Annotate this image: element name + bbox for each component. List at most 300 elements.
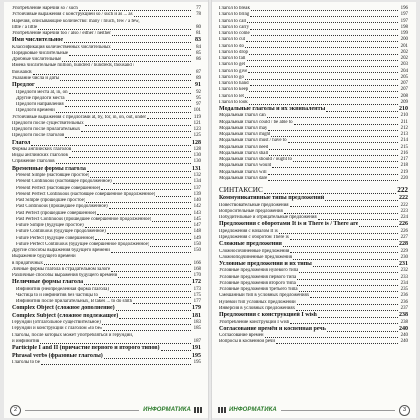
toc-entry-page: 235 <box>400 287 408 293</box>
toc-entry-title: Модальный глагол must / have to <box>219 138 287 144</box>
toc-entry-title: Сложноподчинённые предложения <box>219 254 293 260</box>
toc-leader-dots <box>293 259 398 260</box>
toc-entry-page: 121 <box>193 120 201 126</box>
toc-leader-dots <box>56 112 191 113</box>
toc-entry-title: Глаголы to be <box>12 360 40 366</box>
toc-leader-dots <box>111 252 191 253</box>
toc-leader-dots <box>299 272 398 273</box>
toc-entry-page: 212 <box>400 125 408 131</box>
decorative-bars-icon <box>218 407 226 413</box>
toc-page-left <box>4 2 208 418</box>
toc-entry-title: Неличные формы глагола <box>12 279 84 286</box>
toc-entry <box>219 312 408 319</box>
toc-entry-title: Модальный глагол would <box>219 163 272 169</box>
toc-entry-title: Present Continuous (настоящее продолженное) <box>16 179 112 185</box>
toc-entry-page: 203 <box>400 62 408 68</box>
toc-entry-page: 123 <box>193 127 201 133</box>
toc-leader-dots <box>248 72 398 73</box>
toc-leader-dots <box>65 137 191 138</box>
toc-page-right <box>212 2 416 418</box>
toc-leader-dots <box>294 124 398 125</box>
toc-leader-dots <box>246 66 398 67</box>
toc-leader-dots <box>251 35 398 36</box>
toc-entry-page: 91 <box>195 82 201 89</box>
toc-entry-page: 81 <box>196 31 201 36</box>
toc-leader-dots <box>72 151 191 152</box>
toc-entry-page: 119 <box>193 114 201 120</box>
toc-entry-page: 210 <box>400 113 408 119</box>
toc-leader-dots <box>65 106 191 107</box>
toc-entry-title: Формы английских глаголов <box>12 146 72 152</box>
toc-entry-page: 145 <box>193 216 201 222</box>
toc-leader-dots <box>269 149 398 150</box>
toc-entry-page: 89 <box>196 75 201 81</box>
toc-entry-title: Побудительные и отрицательные предложения <box>219 215 317 221</box>
toc-entry-page: 150 <box>193 241 201 247</box>
toc-entry-page: 233 <box>400 274 408 280</box>
toc-entry-title: Другие предлоги места <box>16 95 65 101</box>
toc-entry-page: 232 <box>400 268 408 274</box>
toc-entry-page: 130 <box>193 153 201 159</box>
toc-entry-title: Классификация количественных числительных <box>12 44 111 50</box>
toc-entry-page: 142 <box>193 204 201 210</box>
toc-leader-dots <box>62 61 191 62</box>
toc-leader-dots <box>318 317 398 318</box>
toc-leader-dots <box>249 54 398 55</box>
toc-leader-dots <box>56 163 191 164</box>
toc-entry-title: Глагол to give <box>219 68 248 74</box>
page-footer-right <box>212 404 416 416</box>
toc-entry-title: Порядковые числительные <box>12 50 69 56</box>
toc-entry-title: Модальный глагол should / ought to <box>219 157 292 163</box>
toc-entry-title: Глаголы, после которых может употребляться и герундий, <box>12 332 134 338</box>
toc-entry-title: Предложения с конструкцией I wish <box>219 312 317 319</box>
toc-entry-page: 201 <box>400 43 408 49</box>
toc-leader-dots <box>293 161 398 162</box>
toc-entry-title: Модальный глагол dare <box>219 175 268 181</box>
toc-leader-dots <box>268 174 398 175</box>
toc-entry-page: 238 <box>399 312 408 319</box>
toc-entry-page: 214 <box>400 138 408 144</box>
toc-entry-page: 215 <box>400 144 408 150</box>
toc-entry-title: Инверсия в условных предложениях <box>219 305 296 311</box>
toc-leader-dots <box>99 297 191 298</box>
toc-entry-title: Глагол to get <box>219 62 245 68</box>
toc-leader-dots <box>44 264 191 265</box>
toc-entry-page: 207 <box>400 87 408 93</box>
toc-leader-dots <box>359 226 398 227</box>
toc-entry-title: Условные предложения нулевого типа <box>219 268 299 274</box>
toc-entry-title: Условные предложения третьего типа <box>219 287 298 293</box>
toc-entry-title: Предложения с оборотом There is <box>219 234 289 240</box>
toc-leader-dots <box>268 130 398 131</box>
toc-entry <box>12 360 201 366</box>
toc-entry-page: 140 <box>193 198 201 204</box>
toc-entry-title: Различные способы выражения будущего времени <box>12 273 118 279</box>
toc-entry-page: 213 <box>400 132 408 138</box>
toc-entry-title: Предложения с оборотами It is и There is / There are <box>219 221 359 228</box>
toc-entry <box>219 221 408 228</box>
toc-leader-dots <box>245 47 398 48</box>
toc-entry-page: 197 <box>400 18 408 24</box>
toc-entry-page: 143 <box>193 210 201 216</box>
toc-entry <box>219 185 408 195</box>
toc-entry-page: 226 <box>400 228 408 234</box>
toc-entry-title: Глагол to do <box>219 43 244 49</box>
toc-entry-title: Смешанный тип в условных предложениях <box>219 293 310 299</box>
toc-entry-title: Present Simple (настоящее простое) <box>16 173 90 179</box>
toc-leader-dots <box>310 297 398 298</box>
toc-entry-page: 185 <box>193 326 201 332</box>
toc-leader-dots <box>104 358 191 359</box>
publisher-logo: ИНФОРМАТИКА <box>229 407 277 413</box>
toc-leader-dots <box>85 125 191 126</box>
toc-leader-dots <box>290 239 398 240</box>
toc-leader-dots <box>288 142 398 143</box>
toc-entry-title: Виды английских глаголов <box>12 153 68 159</box>
toc-entry-title: Наречия, описывающие количество: many / much, few / a few, <box>12 18 140 24</box>
toc-entry-page: 196 <box>400 6 408 11</box>
toc-entry <box>12 140 201 147</box>
toc-entry-title: little / a little <box>12 24 38 30</box>
toc-entry-page: 222 <box>400 202 408 208</box>
toc-entry-title: Глагол to break <box>219 6 250 11</box>
toc-entry-page: 207 <box>400 81 408 86</box>
toc-leader-dots <box>101 189 191 190</box>
toc-entry-title: Модальный глагол might <box>219 132 271 138</box>
toc-entry-title: Модальные глаголы и их эквиваленты <box>219 105 326 112</box>
toc-leader-dots <box>290 206 398 207</box>
toc-entry-title: Глагол to let <box>219 93 244 99</box>
toc-leader-dots <box>264 193 396 194</box>
page-footer-left <box>4 404 208 416</box>
toc-leader-dots <box>290 252 398 253</box>
toc-leader-dots <box>111 271 191 272</box>
toc-entry-page: 205 <box>400 74 408 80</box>
toc-entry-title: Past Simple (прошедшее простое) <box>16 198 86 204</box>
toc-entry-title: Модальный глагол need <box>219 144 269 150</box>
toc-entry-title: Future Simple (будущее простое) <box>16 223 84 229</box>
toc-entry-title: Модальный глагол could / be able to <box>219 119 293 125</box>
toc-entry-page: 172 <box>192 279 201 286</box>
toc-leader-dots <box>290 323 398 324</box>
toc-entry-title: Предлоги после глаголов <box>12 133 65 139</box>
toc-entry-page: 236 <box>400 293 408 299</box>
toc-leader-dots <box>147 118 191 119</box>
toc-entry-page: 228 <box>399 241 408 248</box>
toc-entry-page: 222 <box>399 195 408 202</box>
toc-entry-page: 150 <box>193 248 201 254</box>
toc-entry-page: 181 <box>192 312 201 319</box>
toc-entry-page: 195 <box>193 360 201 366</box>
toc-entry <box>219 176 408 182</box>
toc-entry-page: 139 <box>193 191 201 197</box>
toc-entry-title: Глагол to keep <box>219 87 249 93</box>
toc-leader-dots <box>161 350 191 351</box>
toc-entry-page: 166 <box>193 260 201 266</box>
toc-leader-dots <box>152 221 191 222</box>
toc-entry <box>219 241 408 248</box>
toc-leader-dots <box>118 277 191 278</box>
toc-entry <box>12 313 201 320</box>
toc-leader-dots <box>86 202 191 203</box>
toc-leader-dots <box>245 79 398 80</box>
toc-leader-dots <box>297 304 398 305</box>
toc-leader-dots <box>113 183 191 184</box>
toc-entry-page: 101 <box>193 108 201 114</box>
toc-entry-page: 125 <box>193 133 201 139</box>
toc-entry-page: 87 <box>196 69 201 75</box>
toc-leader-dots <box>284 213 398 214</box>
toc-entry-title: Инфинитив (неопределённая форма глагола) <box>16 286 109 292</box>
toc-entry-title: Глагол to drop <box>219 49 248 55</box>
toc-entry-page: 132 <box>193 173 201 179</box>
toc-leader-dots <box>102 324 191 325</box>
toc-entry-title: Future Perfect Continuous (будущее совершенное продолженное) <box>16 241 150 247</box>
toc-entry-page: 187 <box>193 338 201 344</box>
toc-leader-dots <box>116 310 191 311</box>
toc-entry-page: 229 <box>400 248 408 254</box>
toc-entry-page: 240 <box>399 325 408 332</box>
toc-entry-page: 86 <box>196 57 201 63</box>
toc-entry-title: Сложносочинённые предложения <box>219 248 290 254</box>
toc-entry-title: Глагол to go <box>219 74 244 80</box>
toc-entry-page: 179 <box>192 305 201 312</box>
toc-entry-title: Условные предложения и их типы <box>219 261 312 268</box>
toc-entry-page: 237 <box>400 305 408 311</box>
toc-leader-dots <box>156 196 191 197</box>
toc-leader-dots <box>60 80 191 81</box>
toc-leader-dots <box>133 303 191 304</box>
toc-entry-title: Глагол to call <box>219 18 247 24</box>
toc-entry-title: Предлоги после существительных <box>12 120 84 126</box>
toc-leader-dots <box>31 145 191 146</box>
toc-entry-page: 128 <box>193 146 201 152</box>
toc-leader-dots <box>69 157 191 158</box>
toc-leader-dots <box>247 60 398 61</box>
toc-entry-page: 130 <box>193 159 201 165</box>
toc-entry-title: Нулевой тип условных предложений <box>219 299 296 305</box>
toc-leader-dots <box>269 155 398 156</box>
toc-entry-page: 191 <box>192 345 201 352</box>
toc-entry-page: 84 <box>196 44 201 50</box>
toc-leader-dots <box>107 233 191 234</box>
toc-leader-dots <box>109 208 191 209</box>
toc-entry-page: 217 <box>400 157 408 163</box>
toc-leader-dots <box>247 22 398 23</box>
toc-entry-title: Употребление наречий so / such <box>12 6 78 11</box>
toc-entry-page: 202 <box>400 56 408 61</box>
toc-entry-title: Условные предложения второго типа <box>219 280 296 286</box>
toc-entry-title: Предложения с началом It is <box>219 228 278 234</box>
toc-entry-page: 83 <box>195 37 201 44</box>
footer-rule <box>25 410 139 411</box>
toc-entry-title: Complex Object (сложное дополнение) <box>12 305 115 312</box>
toc-entry-page: 209 <box>400 99 408 105</box>
toc-entry-title: Герундий и конструкции с глаголом «to be» <box>12 326 103 332</box>
toc-entry-title: Глагол to bring <box>219 12 250 18</box>
toc-entry-title: Present Perfect Continuous (настоящее совершенное продолженное) <box>16 191 156 197</box>
toc-leader-dots <box>313 266 398 267</box>
toc-leader-dots <box>327 331 398 332</box>
toc-entry-title: Complex Subject (сложное подлежащее) <box>12 312 119 319</box>
toc-entry-title: Устойчивые выражения с предлогами at, by, for, in, on, out, under <box>12 114 147 120</box>
toc-entry <box>219 339 408 345</box>
toc-entry-title: Согласование времён <box>219 333 264 339</box>
toc-entry-page: 211 <box>400 119 408 125</box>
toc-leader-dots <box>249 104 398 105</box>
toc-leader-dots <box>299 291 398 292</box>
toc-entry-page: 198 <box>400 24 408 30</box>
toc-leader-dots <box>36 87 191 88</box>
toc-entry-title: и инфинитив <box>12 338 40 344</box>
toc-entry-page: 80 <box>196 24 201 30</box>
toc-entry-page: 149 <box>193 235 201 241</box>
toc-leader-dots <box>66 100 192 101</box>
toc-entry-page: 231 <box>399 261 408 268</box>
toc-leader-dots <box>326 111 398 112</box>
toc-list-right <box>219 6 408 346</box>
toc-entry-title: Предлог <box>12 82 35 89</box>
toc-entry-title: Глагол to hand <box>219 81 249 86</box>
toc-entry-page: 195 <box>192 352 201 359</box>
toc-entry-page: 220 <box>400 175 408 181</box>
toc-leader-dots <box>85 227 191 228</box>
toc-entry-page: 175 <box>193 292 201 298</box>
toc-entry-title: Частица to и инфинитив без частицы to <box>16 292 98 298</box>
toc-entry-title: Согласование времён и косвенная речь <box>219 325 326 332</box>
toc-entry-page: 219 <box>400 169 408 175</box>
toc-entry-title: Имя числительное <box>12 37 64 44</box>
toc-leader-dots <box>283 246 398 247</box>
toc-entry-page: 173 <box>193 286 201 292</box>
toc-entry-title: Past Continuous (прошедшее продолженное) <box>16 204 108 210</box>
toc-entry-title: Глагол to fall <box>219 56 246 61</box>
toc-leader-dots <box>268 180 398 181</box>
toc-entry <box>12 82 201 89</box>
toc-entry-page: 202 <box>400 49 408 55</box>
toc-entry-title: Participle I and II (причастие первого и второго типов) <box>12 345 160 352</box>
toc-entry-title: Сложные предложения <box>219 241 282 248</box>
toc-entry-title: Другие способы выражения будущего времени <box>12 248 110 254</box>
toc-entry-page: 218 <box>400 163 408 169</box>
decorative-bars-icon <box>194 407 202 413</box>
toc-entry-title: Употребление наречий too / also / either / neither <box>12 31 111 36</box>
toc-entry-page: 92 <box>196 89 201 95</box>
toc-entry-title: Личные формы глагола в страдательном залоге <box>12 266 111 272</box>
toc-entry-page: 240 <box>400 333 408 339</box>
toc-leader-dots <box>38 29 191 30</box>
toc-entry-page: 222 <box>397 186 408 195</box>
toc-list-left <box>12 6 201 366</box>
toc-entry-title: Модальный глагол will <box>219 169 267 175</box>
toc-entry-page: 224 <box>400 215 408 221</box>
toc-entry-title: Модальный глагол can <box>219 113 266 119</box>
toc-entry-page: 234 <box>400 280 408 286</box>
toc-entry-title: Модальный глагол may <box>219 125 268 131</box>
toc-leader-dots <box>267 117 398 118</box>
toc-entry-title: Глагол <box>12 139 31 146</box>
toc-leader-dots <box>40 343 191 344</box>
toc-entry-page: 95 <box>196 95 201 101</box>
toc-entry-title: Выражение будущего времени <box>12 254 76 260</box>
toc-leader-dots <box>84 284 191 285</box>
toc-entry-page: 197 <box>400 12 408 18</box>
toc-entry <box>12 353 201 360</box>
toc-entry-page: 226 <box>399 221 408 228</box>
toc-leader-dots <box>110 291 191 292</box>
toc-entry-title: Past Perfect (прошедшее совершенное) <box>16 210 97 216</box>
toc-entry-page: 78 <box>196 12 201 18</box>
toc-entry-title: thousands <box>12 69 32 75</box>
toc-entry-title: Коммуникативные типы предложений <box>219 195 325 202</box>
toc-leader-dots <box>33 74 191 75</box>
toc-entry <box>12 305 201 312</box>
toc-entry-title: Инфинитив после прилагательных, B takes ... to do smth <box>16 299 133 305</box>
toc-entry-page: 200 <box>400 37 408 43</box>
toc-entry-page: 137 <box>193 185 201 191</box>
toc-leader-dots <box>81 131 191 132</box>
toc-entry-title: Условные предложения первого типа <box>219 274 297 280</box>
toc-entry-title: Phrasal verbs (фразовые глаголы) <box>12 352 103 359</box>
toc-leader-dots <box>150 246 191 247</box>
toc-leader-dots <box>276 343 398 344</box>
toc-entry <box>219 326 408 333</box>
toc-leader-dots <box>95 239 191 240</box>
page-number: 3 <box>399 405 410 416</box>
toc-entry <box>219 195 408 202</box>
toc-leader-dots <box>272 167 398 168</box>
footer-rule <box>281 410 395 411</box>
toc-entry-page: 170 <box>193 273 201 279</box>
toc-leader-dots <box>87 171 191 172</box>
toc-entry-title: Герундий (отглагольное существительное) <box>12 320 101 326</box>
toc-entry-title: СИНТАКСИС <box>219 186 263 195</box>
toc-entry-page: 168 <box>193 266 201 272</box>
toc-leader-dots <box>79 10 191 11</box>
toc-entry-title: Future Perfect (будущее совершенное) <box>16 235 95 241</box>
publisher-logo: ИНФОРМАТИКА <box>143 407 191 413</box>
toc-entry-page: 148 <box>193 229 201 235</box>
toc-entry-title: Предлоги места at, in, on <box>16 89 68 95</box>
toc-entry-page: 227 <box>400 234 408 240</box>
toc-leader-dots <box>296 310 398 311</box>
toc-entry-page: 183 <box>193 320 201 326</box>
toc-entry <box>219 261 408 268</box>
toc-leader-dots <box>97 214 191 215</box>
toc-entry-title: Имена числительные million, hundred / hundreds, thousand / <box>12 63 135 69</box>
toc-entry-title: Предлоги направления <box>16 102 64 108</box>
toc-entry-title: Present Perfect (настоящее совершенное) <box>16 185 101 191</box>
toc-entry-page: 128 <box>192 139 201 146</box>
toc-entry <box>12 166 201 173</box>
toc-entry-title: Спряжение глаголов <box>12 159 55 165</box>
toc-leader-dots <box>297 279 398 280</box>
toc-entry-title: Глагол to carry <box>219 24 250 30</box>
toc-entry-page: 238 <box>400 319 408 325</box>
toc-entry-title: Модальный глагол shall <box>219 150 269 156</box>
toc-leader-dots <box>103 330 191 331</box>
toc-entry-page: 131 <box>192 165 201 172</box>
toc-entry-title: Вопросы в косвенной речи <box>219 339 275 345</box>
toc-leader-dots <box>41 364 191 365</box>
toc-entry-page: 236 <box>400 299 408 305</box>
toc-entry-title: Указание числа и даты <box>12 75 60 81</box>
toc-entry-title: Предлоги времени <box>16 108 55 114</box>
toc-leader-dots <box>119 318 191 319</box>
toc-entry-page: 77 <box>196 6 201 11</box>
page-number: 2 <box>10 405 21 416</box>
